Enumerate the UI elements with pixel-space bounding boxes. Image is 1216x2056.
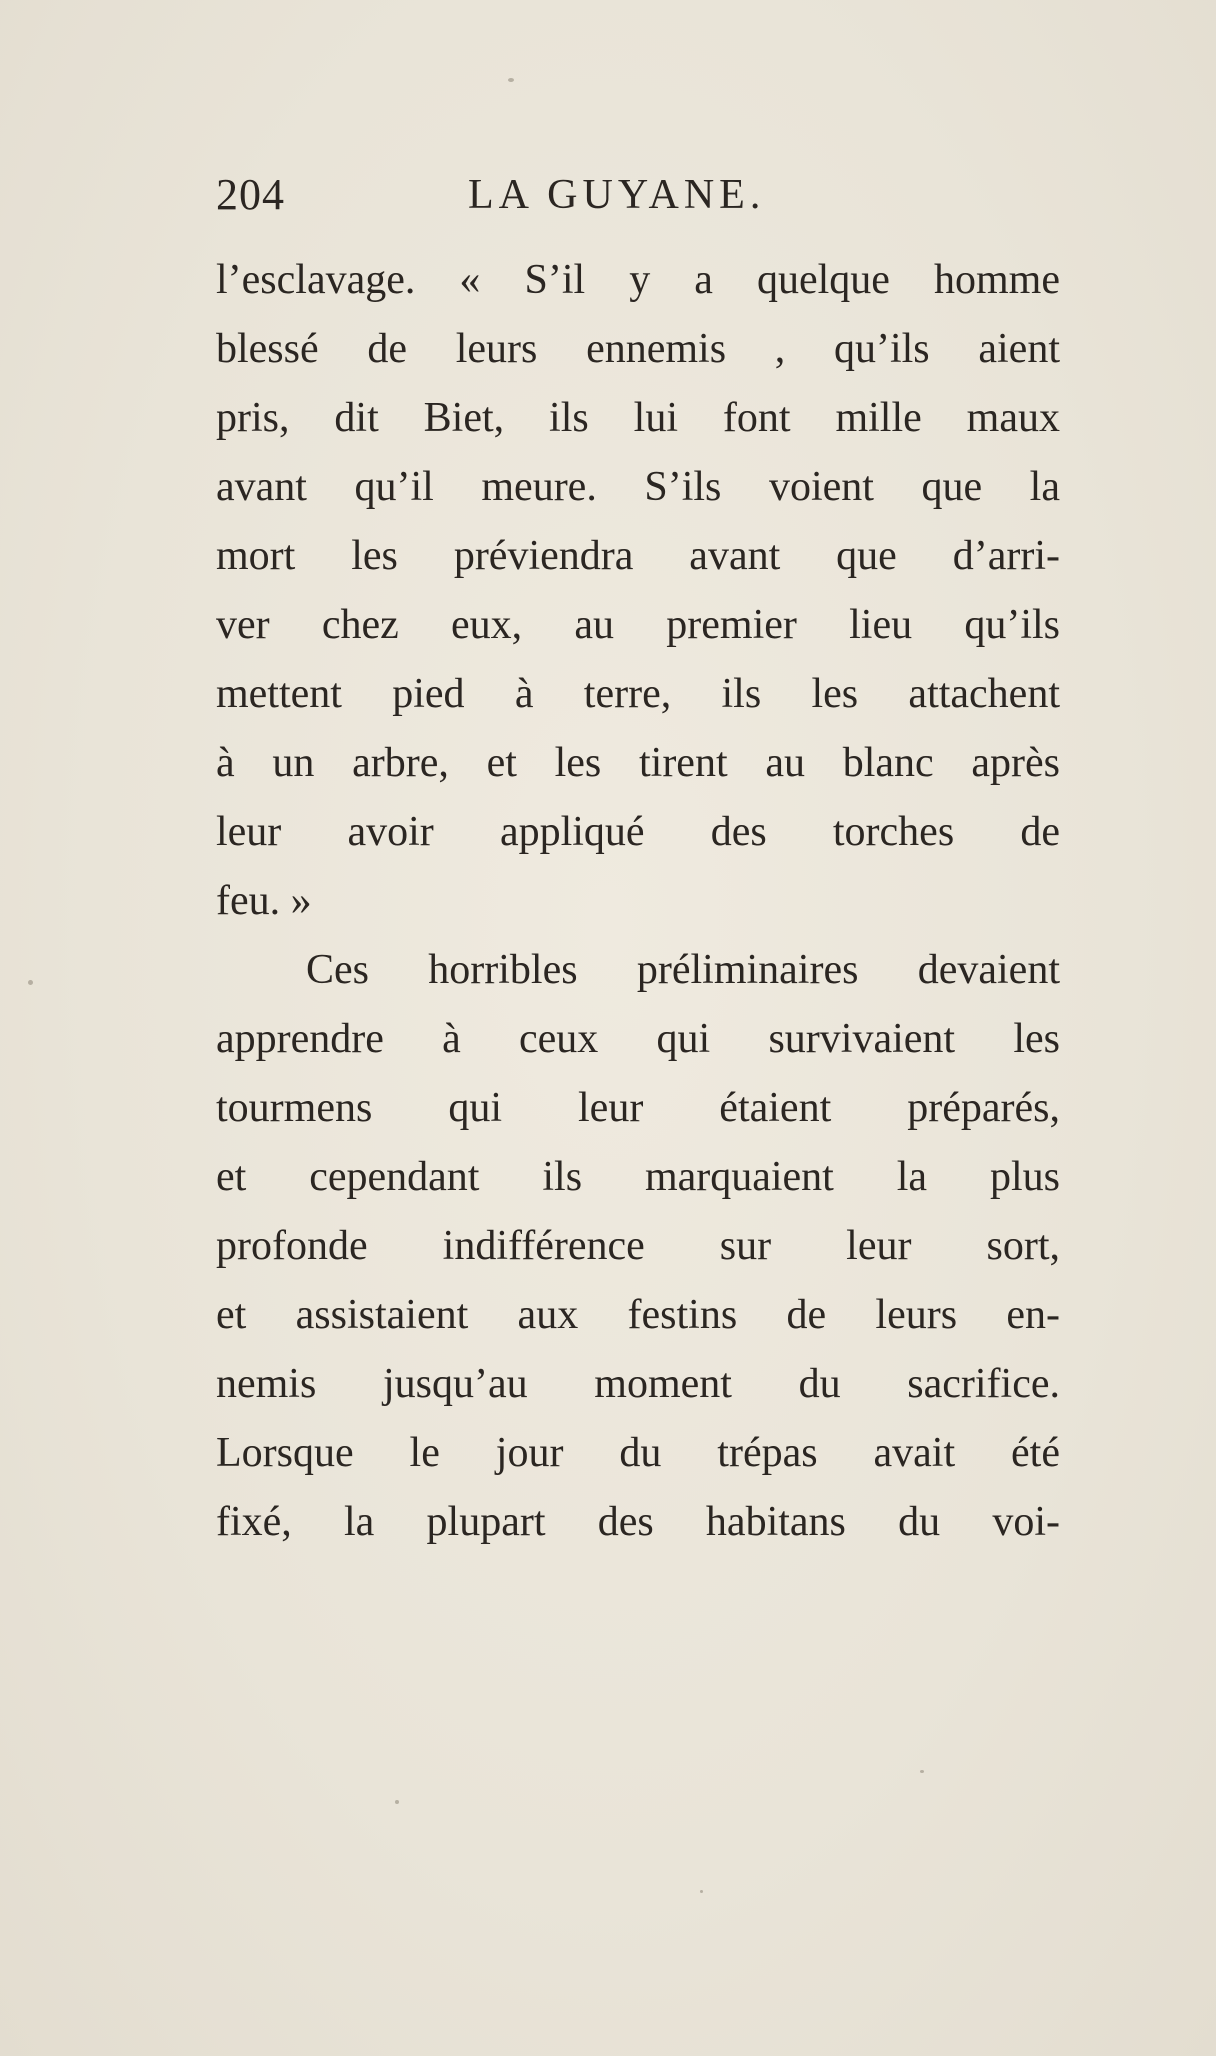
text-line: l’esclavage. « S’il y a quelque homme [216,257,1060,303]
page-header [216,160,1076,230]
paper-speck [508,78,514,82]
page-number: 204 [216,170,285,219]
text-line: feu. » [216,878,312,924]
paper-speck [700,1890,703,1893]
text-line: tourmens qui leur étaient préparés, [216,1085,1060,1131]
paper-speck [920,1770,924,1773]
text-line: avant qu’il meure. S’ils voient que la [216,464,1060,510]
paper-speck [28,980,33,985]
text-line: mort les préviendra avant que d’arri- [216,533,1060,579]
text-line: ver chez eux, au premier lieu qu’ils [216,602,1060,648]
text-line: profonde indifférence sur leur sort, [216,1223,1060,1269]
text-line: blessé de leurs ennemis , qu’ils aient [216,326,1060,372]
text-line: mettent pied à terre, ils les attachent [216,671,1060,717]
text-line: nemis jusqu’au moment du sacrifice. [216,1361,1060,1407]
text-line: Lorsque le jour du trépas avait été [216,1430,1060,1476]
text-line: Ces horribles préliminaires devaient [306,947,1060,993]
text-line: et cependant ils marquaient la plus [216,1154,1060,1200]
text-line: pris, dit Biet, ils lui font mille maux [216,395,1060,441]
text-line: fixé, la plupart des habitans du voi- [216,1499,1060,1545]
paper-speck [395,1800,399,1804]
running-title: LA GUYANE. [468,172,766,218]
text-line: leur avoir appliqué des torches de [216,809,1060,855]
text-line: et assistaient aux festins de leurs en- [216,1292,1060,1338]
body-text [216,246,1060,1557]
text-line: à un arbre, et les tirent au blanc après [216,740,1060,786]
text-line: apprendre à ceux qui survivaient les [216,1016,1060,1062]
